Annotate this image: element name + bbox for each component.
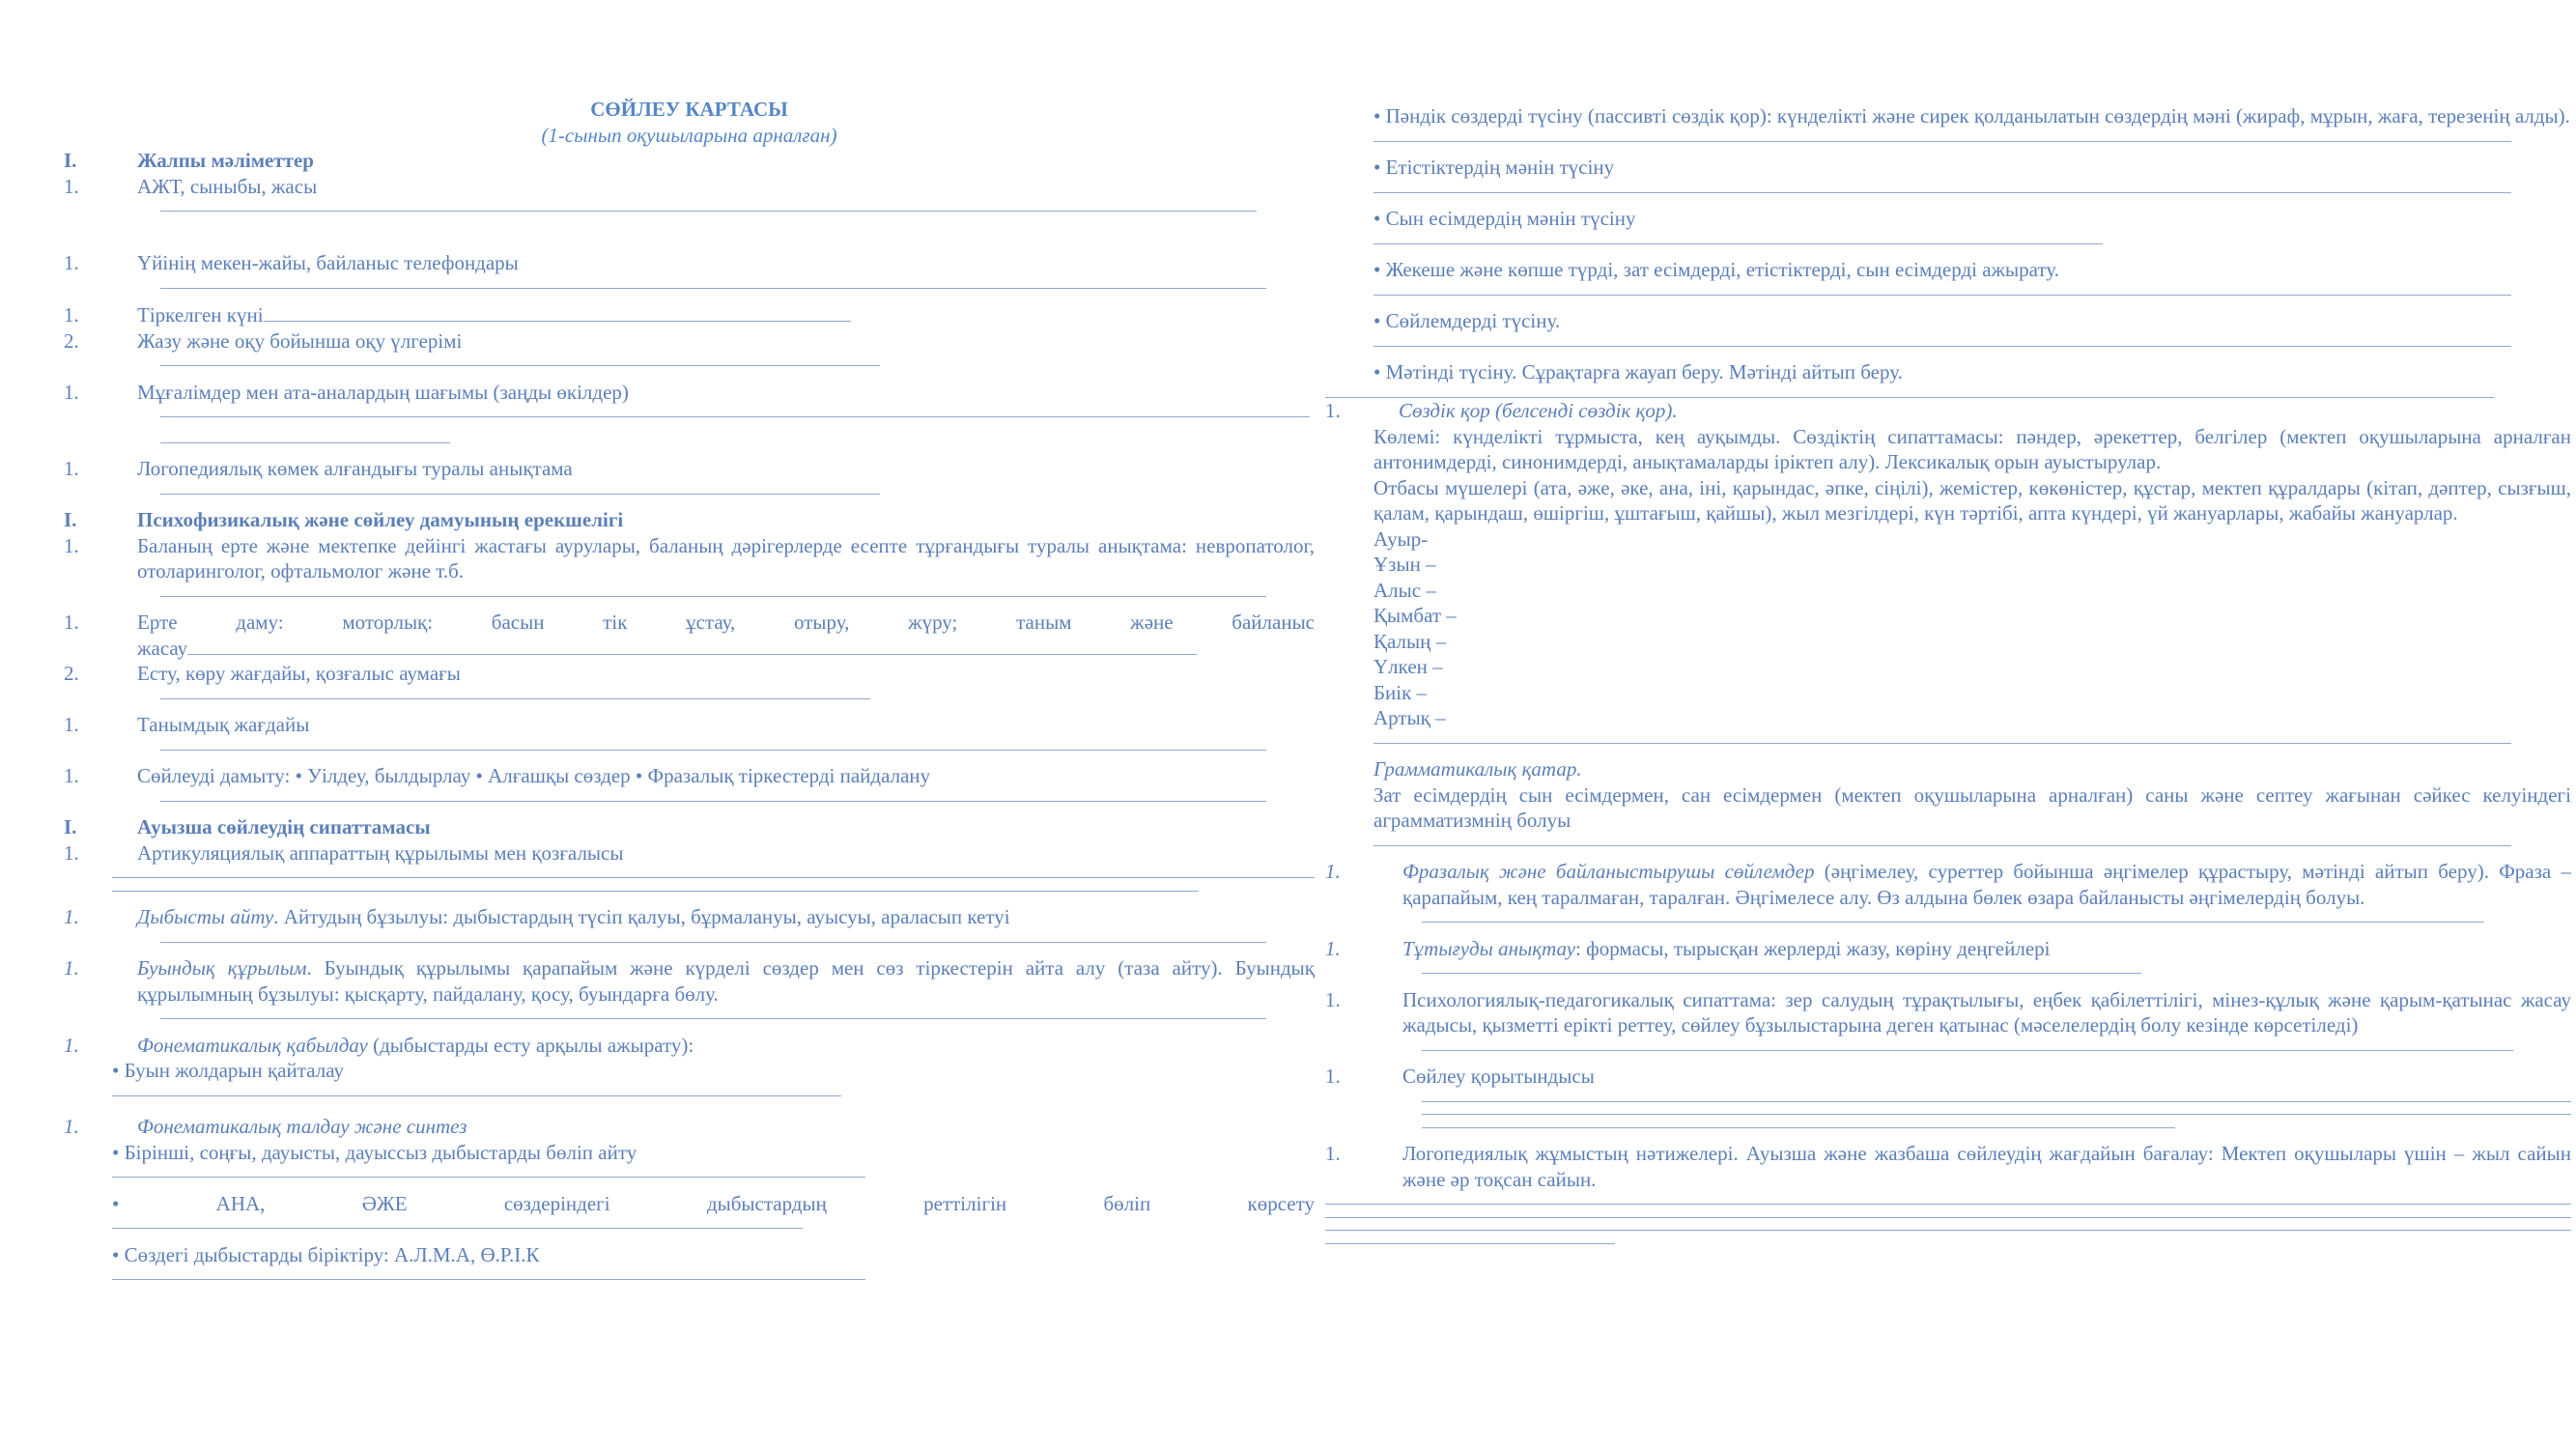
bullet-item: • Сөздегі дыбыстарды біріктіру: А.Л.М.А, Ө.Р.І.К [112,1242,540,1266]
answer-line[interactable] [160,276,1266,289]
answer-line[interactable] [1325,385,2494,398]
item-text: Фонематикалық талдау және синтез [137,1115,467,1138]
item-number: 1. [64,1115,79,1138]
answer-line[interactable] [160,405,1310,417]
item-number: 1. [64,457,79,480]
answer-line[interactable] [1373,334,2511,347]
item-text: Логопедиялық көмек алғандығы туралы анықтама [137,457,573,480]
answer-line[interactable] [112,1267,865,1280]
item-text: Фонематикалық қабылдау (дыбыстарды есту арқылы ажырату): [137,1033,694,1057]
item-number: 1. [64,611,79,634]
vocab-description: Көлемі: күнделікті тұрмыста, кең ауқымды. Сөздіктің сипаттамасы: пәндер, әрекеттер, белгілер (мектеп оқушыларына арналған антонимдерді, синонимдерді, анықтамаларды іріктеп алу). Лексикалық орын ауыстырулар. [1373,424,2571,473]
item-number: 1. [64,303,79,327]
list-item [64,610,1315,636]
list-item [64,955,1315,1007]
antonym-item: Қалың – [1373,629,1447,653]
item-number: 1. [64,533,79,557]
item-text: Мұғалімдер мен ата-аналардың шағымы (заңды өкілдер) [137,380,629,404]
answer-line[interactable] [112,1216,803,1229]
section-heading: Психофизикалық және сөйлеу дамуының ерекшелігі [137,508,624,531]
item-text: Сөйлеуді дамыту: • Уілдеу, былдырлау • Алғашқы сөздер • Фразалық тіркестерді пайдалану [137,764,931,787]
answer-line[interactable] [160,431,450,443]
item-number: 1. [64,380,79,404]
item-text: Ерте даму: моторлық: басын тік ұстау, отыру, жүру; таным және байланыс [137,611,1315,634]
item-number: 1. [1325,1065,1341,1088]
item-text: Есту, көру жағдайы, қозғалыс аумағы [137,662,461,685]
left-column [64,97,1315,1293]
item-text: Логопедиялық жұмыстың нәтижелері. Ауызша және жазбаша сөйлеудің жағдайын бағалау: Мектеп оқушылары үшін – жыл сайын және әр тоқсан сайын. [1402,1142,2571,1191]
list-item [1325,1141,2571,1192]
list-item [1325,1064,2571,1090]
list-item [64,456,1315,482]
answer-line[interactable] [112,879,1199,892]
bullet-item: • Сөйлемдерді түсіну. [1373,309,1561,332]
item-text: Баланың ерте және мектепке дейінгі жастағы аурулары, баланың дәрігерлерде есепте тұрғандығы туралы анықтама: невропатолог, отоларинголог, офтальмолог және т.б. [137,533,1315,582]
page-subtitle: (1-сынып оқушыларына арналған) [541,123,837,147]
bullet-item: • Етістіктердің мәнін түсіну [1373,156,1615,179]
list-item [64,174,1315,200]
list-item [64,904,1315,930]
answer-line[interactable] [187,640,1197,655]
grammar-heading: Грамматикалық қатар. [1373,757,1582,781]
vocab-topics: Отбасы мүшелері (ата, әже, әке, ана, іні, қарындас, әпке, сіңілі), жемістер, көкөністер, құстар, мектеп құралдары (кітап, дәптер, сызғыш, қалам, қарындаш, өшіргіш, ұштағыш, қайшы), жыл мезгілдері, күн тәртібі, апта күндері, үй жануарлары, жабайы жануарлар. [1373,475,2571,525]
list-item [1325,936,2571,962]
list-item [64,712,1315,738]
section-oral-speech [64,814,1315,840]
answer-line[interactable] [1422,961,2141,974]
antonym-item: Ауыр- [1373,526,1429,551]
list-item-continuation: жасау [64,636,1315,662]
item-text: Буындық құрылым. Буындық құрылымы қарапайым және күрделі сөздер мен сөз тіркестерін айта алу (таза айту). Буындық құрылымның бұзылуы: қысқарту, пайдалану, қосу, буындарға бөлу. [137,956,1315,1006]
bullet-item: • Сын есімдердің мәнін түсіну [1373,207,1636,230]
list-item [64,661,1315,687]
section-number: I. [64,149,77,172]
item-text: Тұтығуды анықтау: формасы, тырысқан жерлерді жазу, көріну деңгейлері [1402,936,2051,960]
answer-line[interactable] [1325,1192,2571,1205]
answer-line[interactable] [1422,910,2484,923]
date-line[interactable] [264,307,851,322]
list-item [64,328,1315,355]
item-text: АЖТ, сыныбы, жасы [137,174,318,198]
item-text: Үйінің мекен-жайы, байланыс телефондары [137,251,519,274]
item-text: Тіркелген күні [137,302,1315,328]
bullet-item: • Жекеше және көпше түрді, зат есімдерді, етістіктерді, сын есімдерді ажырату. [1373,258,2059,281]
item-number: 2. [64,328,79,353]
answer-line[interactable] [112,866,1315,878]
answer-line[interactable] [112,1165,865,1178]
item-number: 1. [64,713,79,736]
list-item [64,840,1315,867]
answer-line[interactable] [160,354,880,366]
section-general-info [64,148,1315,174]
item-number: 1. [1325,936,1341,960]
list-item [1325,987,2571,1038]
bullet-item: • Мәтінді түсіну. Сұрақтарға жауап беру. Мәтінді айтып беру. [1373,360,1903,384]
item-number: 1. [64,956,79,980]
antonym-item: Артық – [1373,706,1446,729]
item-text: Артикуляциялық аппараттың құрылымы мен қозғалысы [137,840,624,865]
answer-line[interactable] [1373,283,2511,296]
antonym-item: Алыс – [1373,578,1436,602]
list-item [64,1114,1315,1140]
list-item [64,380,1315,406]
item-text: Фразалық және байланыстырушы сөйлемдер (әңгімелеу, суреттер бойынша әңгімелер құрастыру, мәтінді айтып беру). Фраза – қарапайым, кең таралмаған, таралған. Әңгімелесе алу. Өз алдына бөлек өзара байланысты әңгімелердің болуы. [1402,860,2572,909]
item-text: Жазу және оқу бойынша оқу үлгерімі [137,328,463,353]
bullet-item: • Бірінші, соңғы, дауысты, дауыссыз дыбыстарды бөліп айту [112,1140,637,1164]
item-number: 1. [64,905,79,928]
answer-line[interactable] [160,687,870,699]
antonym-item: Қымбат – [1373,604,1457,627]
list-item [64,1033,1315,1059]
answer-line[interactable] [112,1084,841,1096]
item-number: 1. [1325,860,1341,883]
antonym-item: Үлкен – [1373,655,1443,678]
item-number: 1. [1325,399,1341,422]
answer-line[interactable] [160,738,1266,751]
item-number: 2. [64,662,79,685]
item-text: Танымдық жағдайы [137,713,310,736]
answer-line[interactable] [1373,129,2511,142]
item-number: 1. [1325,987,1341,1011]
list-item [1325,859,2571,910]
answer-line[interactable] [1373,834,2511,846]
right-column [1325,103,2571,1257]
item-number: 1. [1325,1142,1341,1165]
item-number: 1. [64,764,79,787]
item-number: 1. [64,174,79,198]
antonym-item: Биік – [1373,680,1428,704]
answer-line[interactable] [1373,232,2103,244]
grammar-text: Зат есімдердің сын есімдермен, сан есімдермен (мектеп оқушыларына арналған) саны және септеу жағынан сәйкес келуіндегі аграмматизмнің болуы [1373,782,2571,832]
list-item [64,302,1315,328]
answer-line[interactable] [160,584,1266,597]
answer-line[interactable] [1422,1116,2175,1128]
answer-line[interactable] [1422,1102,2571,1115]
list-item [64,250,1315,276]
answer-line[interactable] [160,199,1257,212]
list-item [64,533,1315,584]
antonym-item: Ұзын – [1373,553,1436,576]
bullet-item: • Пәндік сөздерді түсіну (пассивті сөздік қор): күнделікті және сирек қолданылатын сөздердің мәні (жираф, мұрын, жаға, терезенің алды). [1373,104,2570,128]
item-number: 1. [64,1033,79,1057]
answer-line[interactable] [1422,1038,2513,1051]
list-item [64,763,1315,789]
section-number: I. [64,508,77,531]
answer-line[interactable] [1325,1206,2571,1218]
answer-line[interactable] [1325,1218,2571,1231]
section-psychophysical [64,507,1315,533]
item-number: 1. [64,251,79,274]
item-text: Сөздік қор (белсенді сөздік қор). [1399,399,1678,422]
section-heading: Жалпы мәліметтер [137,149,314,172]
answer-line[interactable] [160,789,1266,802]
answer-line[interactable] [160,1007,1266,1019]
answer-line[interactable] [160,482,880,495]
item-text: Психологиялық-педагогикалық сипаттама: зер салудың тұрақтылығы, еңбек қабілеттілігі, мінез-құлық және қарым-қатынас жасау жадысы, қызметті ерікті реттеу, сөйлеу бұзылыстарына деген қатынас (мәселелердің болу кезінде көрсетіледі) [1402,987,2571,1037]
bullet-item: • АНА, ӘЖЕ сөздеріндегі дыбыстардың реттілігін бөліп көрсету [112,1191,1315,1215]
bullet-item: • Буын жолдарын қайталау [112,1059,344,1082]
item-text: Дыбысты айту. Айтудың бұзылуы: дыбыстардың түсіп қалуы, бұрмалануы, ауысуы, араласып кетуі [137,905,1010,928]
section-heading: Ауызша сөйлеудің сипаттамасы [137,815,431,838]
answer-line[interactable] [1373,181,2511,193]
list-item [1325,398,2571,424]
answer-line[interactable] [1373,731,2511,744]
answer-line[interactable] [1325,1232,1615,1244]
item-number: 1. [64,840,79,865]
answer-line[interactable] [1422,1090,2571,1102]
page-title: СӨЙЛЕУ КАРТАСЫ [590,98,788,121]
item-text: Сөйлеу қорытындысы [1402,1065,1595,1088]
section-number: I. [64,815,77,838]
answer-line[interactable] [160,930,1266,943]
